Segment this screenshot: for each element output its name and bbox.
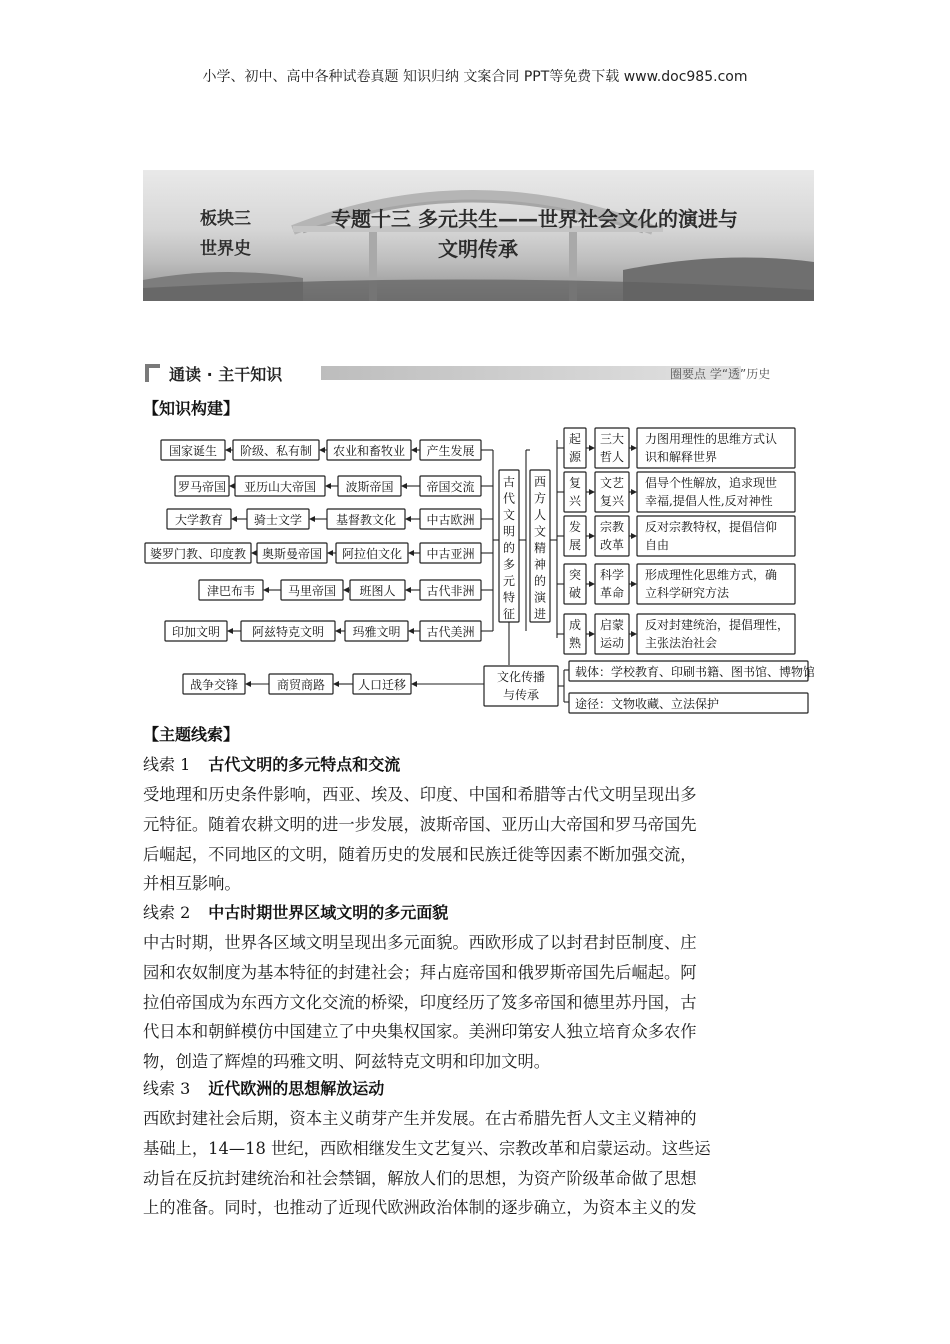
desc-label: 主张法治社会 xyxy=(645,636,718,650)
mindmap-arrow-head xyxy=(309,516,315,522)
ancient-center-char: 文 xyxy=(502,508,516,522)
mindmap-arrow-head xyxy=(225,447,231,453)
mindmap-arrow-head xyxy=(589,631,595,637)
mindmap-arrow-head xyxy=(589,533,595,539)
page-header: 小学、初中、高中各种试卷真题 知识归纳 文案合同 PPT等免费下载 www.doc985.com xyxy=(202,69,748,85)
culture-label: 与传承 xyxy=(502,688,540,702)
clue-1-title xyxy=(143,752,400,775)
event-label: 三大 xyxy=(599,432,625,446)
knowledge-mindmap xyxy=(143,420,814,720)
mindmap-node-label: 基督教文化 xyxy=(335,513,397,527)
corner-mark-icon xyxy=(145,364,160,382)
mindmap-node-label: 津巴布韦 xyxy=(206,584,256,598)
chapter-title-line1: 专题十三 多元共生——世界社会文化的演进与 xyxy=(331,207,738,231)
chapter-title xyxy=(331,204,738,264)
section-slogan: 圈要点 学“透”历史 xyxy=(670,367,771,381)
mindmap-arrow-head xyxy=(245,681,251,687)
text-line: 后崛起，不同地区的文明，随着历史的发展和民族迁徙等因素不断加强交流， xyxy=(143,844,697,864)
mindmap-node-label: 波斯帝国 xyxy=(345,480,394,494)
block-label-line2: 世界史 xyxy=(200,239,251,259)
mindmap-arrow-head xyxy=(319,447,325,453)
ancient-center-char: 元 xyxy=(502,574,516,588)
text-line: 中古时期，世界各区域文明呈现出多元面貌。西欧形成了以封君封臣制度、庄 xyxy=(143,933,697,952)
desc-label: 立科学研究方法 xyxy=(645,586,730,600)
text-line: 基础上，14—18 世纪，西欧相继发生文艺复兴、宗教改革和启蒙运动。这些运 xyxy=(143,1138,711,1158)
desc-label: 形成理性化思维方式，确 xyxy=(645,568,778,582)
clue-2-number: 线索 2 xyxy=(143,903,191,922)
clue-1-number: 线索 1 xyxy=(143,755,191,774)
mindmap-node-label: 古代非洲 xyxy=(426,584,475,598)
west-center-char: 西 xyxy=(533,475,547,489)
desc-label: 反对封建统治，提倡理性， xyxy=(645,618,790,632)
clue-3-paragraph xyxy=(143,1104,807,1223)
chain-label: 战争交锋 xyxy=(189,678,239,692)
mindmap-arrow-head xyxy=(408,550,414,556)
event-label: 哲人 xyxy=(599,450,625,464)
event-label: 启蒙 xyxy=(599,618,625,632)
carrier-label: 载体：学校教育、印刷书籍、图书馆、博物馆 xyxy=(575,665,814,679)
clue-3-heading: 近代欧洲的思想解放运动 xyxy=(208,1079,385,1098)
stage-label: 发 xyxy=(568,520,582,534)
mindmap-svg xyxy=(143,420,814,720)
stage-label: 源 xyxy=(568,450,582,464)
mindmap-node-label: 帝国交流 xyxy=(426,480,475,494)
ancient-center-char: 的 xyxy=(502,541,516,555)
stage-label: 兴 xyxy=(568,494,582,508)
mindmap-node-label: 罗马帝国 xyxy=(177,480,227,494)
west-center-char: 精 xyxy=(533,541,547,555)
stage-label: 成 xyxy=(568,618,582,632)
text-line: 西欧封建社会后期，资本主义萌芽产生并发展。在古希腊先哲人文主义精神的 xyxy=(143,1109,697,1128)
mindmap-arrow-head xyxy=(401,483,407,489)
clue-2-paragraph xyxy=(143,928,807,1077)
mindmap-node-label: 婆罗门教、印度教 xyxy=(149,547,247,561)
west-center-char: 人 xyxy=(533,508,547,522)
text-line: 代日本和朝鲜模仿中国建立了中央集权国家。美洲印第安人独立培育众多农作 xyxy=(143,1022,697,1042)
culture-label: 文化传播 xyxy=(496,670,546,684)
mindmap-node-label: 阿兹特克文明 xyxy=(251,625,325,639)
stage-label: 破 xyxy=(568,586,582,600)
mindmap-node-label: 奥斯曼帝国 xyxy=(261,547,323,561)
mindmap-arrow-head xyxy=(229,483,235,489)
west-center-char: 演 xyxy=(533,590,547,605)
stage-label: 熟 xyxy=(568,636,582,650)
mindmap-arrow-head xyxy=(405,587,411,593)
stage-label: 复 xyxy=(568,476,582,490)
chain-label: 人口迁移 xyxy=(357,678,407,692)
chapter-banner xyxy=(143,170,814,301)
text-line: 上的准备。同时，也推动了近现代欧洲政治体制的逐步确立，为资本主义的发 xyxy=(143,1198,697,1218)
mindmap-node-label: 阿拉伯文化 xyxy=(341,547,403,561)
mindmap-arrow-head xyxy=(408,628,414,634)
clue-1-heading: 古代文明的多元特点和交流 xyxy=(208,755,401,774)
section-title: 通读 · 主干知识 xyxy=(169,365,283,384)
event-label: 改革 xyxy=(599,538,625,552)
clue-1-paragraph xyxy=(143,780,807,899)
mindmap-arrow-head xyxy=(411,681,417,687)
mindmap-arrow-head xyxy=(327,550,333,556)
clue-2-heading: 中古时期世界区域文明的多元面貌 xyxy=(208,903,449,922)
mindmap-arrow-head xyxy=(333,681,339,687)
mindmap-arrow-head xyxy=(589,445,595,451)
desc-label: 识和解释世界 xyxy=(645,450,718,464)
ancient-center-char: 古 xyxy=(502,475,516,489)
mindmap-arrow-head xyxy=(405,516,411,522)
ancient-center-char: 明 xyxy=(502,524,516,539)
mindmap-node-label: 国家诞生 xyxy=(168,444,218,458)
block-label xyxy=(200,204,251,264)
west-center-char: 方 xyxy=(533,491,547,506)
clue-3-number: 线索 3 xyxy=(143,1079,191,1098)
knowledge-heading: 【知识构建】 xyxy=(143,399,240,418)
text-line: 动旨在反抗封建统治和社会禁锢，解放人们的思想，为资产阶级革命做了思想 xyxy=(143,1168,697,1188)
clue-2-title xyxy=(143,900,448,923)
mindmap-arrow-head xyxy=(263,587,269,593)
mindmap-arrow-head xyxy=(631,445,637,451)
desc-label: 力图用理性的思维方式认 xyxy=(645,432,778,446)
mindmap-arrow-head xyxy=(589,581,595,587)
west-center-char: 文 xyxy=(533,524,547,539)
text-line: 园和农奴制度为基本特征的封建社会；拜占庭帝国和俄罗斯帝国先后崛起。阿 xyxy=(143,962,697,982)
chapter-title-line2: 文明传承 xyxy=(438,237,518,261)
block-label-line1: 板块三 xyxy=(200,209,251,229)
desc-label: 自由 xyxy=(645,538,670,552)
mindmap-arrow-head xyxy=(631,489,637,495)
desc-label: 倡导个性解放，追求现世 xyxy=(645,476,778,490)
text-line: 拉伯帝国成为东西方文化交流的桥梁，印度经历了笈多帝国和德里苏丹国，古 xyxy=(143,992,697,1012)
mindmap-node-label: 印加文明 xyxy=(171,625,221,639)
desc-label: 幸福,提倡人性,反对神性 xyxy=(645,494,773,508)
mindmap-arrow-head xyxy=(589,489,595,495)
mindmap-arrow-head xyxy=(631,533,637,539)
chain-label: 商贸商路 xyxy=(276,678,326,692)
ancient-center-char: 代 xyxy=(502,491,516,506)
event-label: 革命 xyxy=(599,586,625,600)
mindmap-arrow-head xyxy=(343,587,349,593)
path-label: 途径：文物收藏、立法保护 xyxy=(575,697,720,711)
text-line: 并相互影响。 xyxy=(143,874,241,894)
mindmap-arrow-head xyxy=(231,516,237,522)
event-label: 复兴 xyxy=(599,494,625,508)
theme-heading: 【主题线索】 xyxy=(143,725,240,744)
mindmap-node-label: 大学教育 xyxy=(174,513,224,527)
west-center-char: 神 xyxy=(533,557,547,572)
event-label: 文艺 xyxy=(599,476,625,490)
clue-3-title xyxy=(143,1076,384,1099)
mindmap-node-label: 骑士文学 xyxy=(253,513,303,527)
mindmap-arrow-head xyxy=(251,550,257,556)
mindmap-node-label: 玛雅文明 xyxy=(352,625,401,639)
mindmap-node-label: 产生发展 xyxy=(426,444,475,458)
stage-label: 起 xyxy=(568,432,582,446)
ancient-center-char: 特 xyxy=(502,590,516,605)
section-bar xyxy=(143,362,814,384)
event-label: 宗教 xyxy=(599,520,625,534)
text-line: 元特征。随着农耕文明的进一步发展，波斯帝国、亚历山大帝国和罗马帝国先 xyxy=(143,814,697,834)
mindmap-arrow-head xyxy=(631,631,637,637)
mindmap-node-label: 亚历山大帝国 xyxy=(243,480,317,494)
mindmap-arrow-head xyxy=(631,581,637,587)
mindmap-node-label: 马里帝国 xyxy=(287,584,337,598)
mindmap-arrow-head xyxy=(325,483,331,489)
mindmap-arrow-head xyxy=(411,447,417,453)
ancient-center-char: 征 xyxy=(502,607,516,621)
mindmap-node-label: 中古亚洲 xyxy=(426,547,475,561)
mindmap-arrow-head xyxy=(227,628,233,634)
ancient-center-char: 多 xyxy=(502,557,516,572)
west-center-char: 的 xyxy=(533,574,547,588)
event-label: 运动 xyxy=(599,636,625,650)
text-line: 物，创造了辉煌的玛雅文明、阿兹特克文明和印加文明。 xyxy=(143,1052,551,1072)
stage-label: 展 xyxy=(568,538,582,552)
west-center-char: 进 xyxy=(533,607,547,621)
mindmap-node-label: 中古欧洲 xyxy=(426,513,475,527)
mindmap-node-label: 古代美洲 xyxy=(426,625,475,639)
mindmap-node-label: 农业和畜牧业 xyxy=(332,444,406,458)
stage-label: 突 xyxy=(568,568,582,582)
desc-label: 反对宗教特权，提倡信仰 xyxy=(645,520,778,534)
mindmap-node-label: 阶级、私有制 xyxy=(239,444,313,458)
event-label: 科学 xyxy=(599,568,625,582)
mindmap-node-label: 班图人 xyxy=(359,584,396,598)
text-line: 受地理和历史条件影响，西亚、埃及、印度、中国和希腊等古代文明呈现出多 xyxy=(143,785,697,804)
mindmap-arrow-head xyxy=(335,628,341,634)
